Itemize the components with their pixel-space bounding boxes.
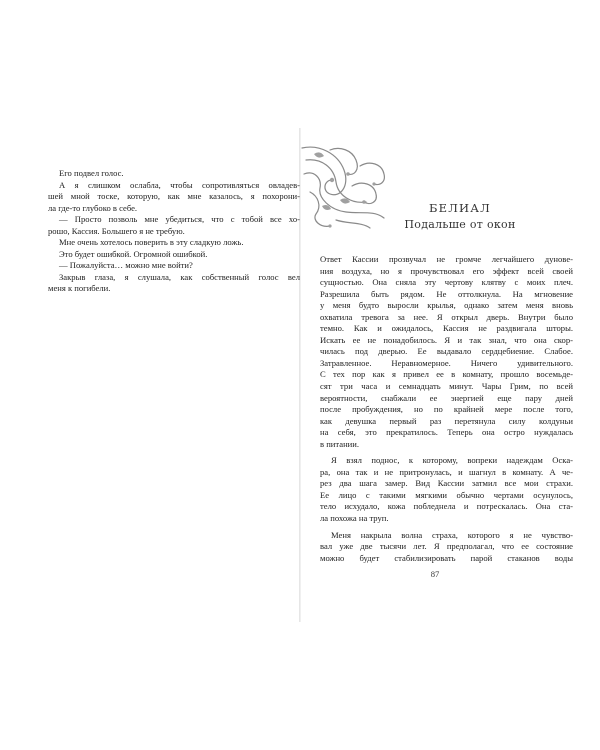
text-line: на себя, это прекратилось. Теперь она остро нуждалась [320, 427, 573, 438]
chapter-subtitle: Подальше от окон [404, 218, 516, 231]
text-line: Я взял поднос, к которому, вопреки надеждам Оска- [331, 455, 573, 466]
text-line: Мне очень хотелось поверить в эту сладкую ложь. [59, 237, 244, 248]
text-line: С тех пор как я привел ее в комнату, прошло восемьде- [320, 369, 573, 380]
text-line: ния воздуха, но я прочувствовал его эффект всей своей [320, 265, 573, 276]
text-line: Ответ Кассии прозвучал не громче легчайшего дунове- [320, 254, 573, 264]
text-line: ла похожа на труп. [320, 513, 389, 524]
text-line: Это будет ошибкой. Огромной ошибкой. [59, 248, 208, 259]
chapter-title: БЕЛИАЛ [429, 201, 491, 215]
text-line: сят три часа и семнадцать минут. Чары Грим, по всей [320, 381, 573, 392]
text-line: ла где-то глубоко в себе. [48, 202, 138, 213]
text-line: чилась под дверью. Ее выдавало сердцебиение. Слабое. [320, 346, 573, 357]
text-line: Его подвел голос. [59, 168, 124, 178]
text-line: — Пожалуйста… можно мне войти? [59, 260, 193, 271]
text-line: рошо, Кассия. Большего я не требую. [48, 225, 185, 236]
text-line: в питании. [320, 438, 360, 449]
text-line: после пробуждения, но по крайней мере после того, [320, 404, 573, 415]
text-line: А я слишком ослабла, чтобы сопротивляться овладев- [59, 179, 300, 190]
text-line: Разрешила быть рядом. Не оттолкнула. На мгновение [320, 288, 573, 299]
text-line: — Просто позволь мне убедиться, что с тобой все хо- [59, 214, 300, 225]
text-line: вал уже две тысячи лет. Я предполагал, что ее состояние [320, 541, 573, 552]
text-line: Затравленное. Неравномерное. Ничего удивительного. [320, 357, 573, 368]
text-line: вероятности, снабжали ее энергией еще пару дней [320, 392, 573, 403]
text-line: как девушка первый раз перетянула силу колдуньи [320, 415, 573, 426]
text-line: охватила тревога за нее. Я открыл дверь. Внутри было [320, 311, 573, 322]
text-line: Меня накрыла волна страха, которого я не чувство- [331, 529, 573, 540]
text-line: меня к погибели. [48, 283, 111, 294]
text-line: сущностью. Она сняла эту чертову клятву с моих плеч. [320, 277, 573, 288]
right-page-text [320, 254, 573, 564]
text-line: Закрыв глаза, я слушала, как собственный голос вел [59, 271, 300, 282]
left-page-text [48, 168, 300, 295]
text-line: тело исхудало, кожа побледнела и потрескалась. Она ста- [320, 501, 573, 512]
text-line: темно. Как и ожидалось, Кассия не раздвигала шторы. [320, 323, 573, 334]
text-line: рез два шага замер. Вид Кассии затмил все мои страхи. [320, 478, 573, 489]
text-line: Ее лицо с такими мягкими обычно чертами осунулось, [320, 489, 573, 500]
page-number: 87 [430, 569, 440, 579]
text-line: у меня будто выросли крылья, однако затем меня вновь [320, 300, 573, 311]
text-line: можно будет стабилизировать парой стаканов воды [320, 552, 573, 563]
text-line: ра, она так и не притронулась, и шагнул в комнату. А че- [320, 466, 573, 477]
text-line: шей мной тоске, которую, как мне казалось, я похорони- [48, 191, 300, 202]
text-line: Искать ее не понадобилось. Я и так знал, что она скор- [320, 334, 573, 345]
